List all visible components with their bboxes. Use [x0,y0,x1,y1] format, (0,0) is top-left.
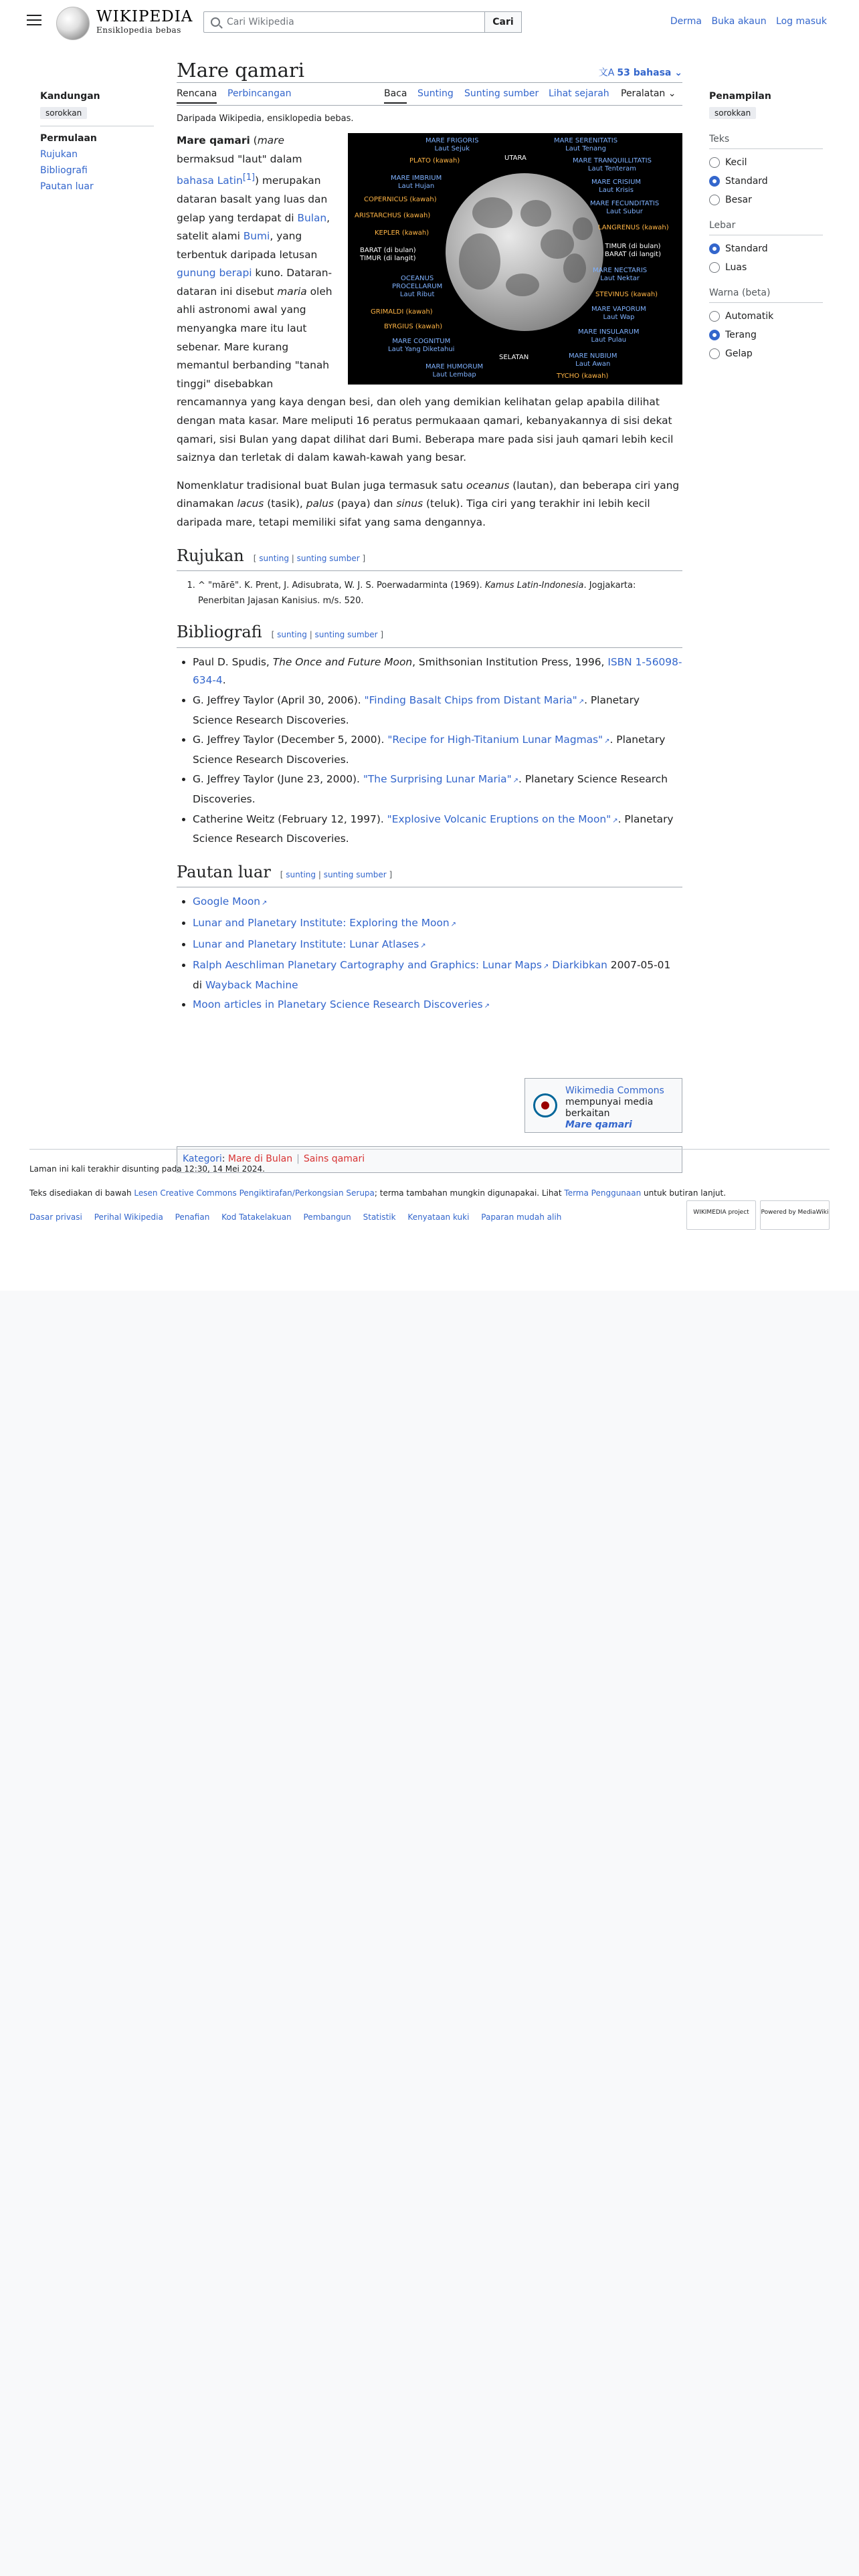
text-run: . Jogjakarta: Penerbitan Jajasan Kanisius. m/s. 520. [198,580,636,607]
heading-text: Bibliografi [177,623,262,642]
color-light[interactable] [709,330,823,340]
text-run: G. Jeffrey Taylor (December 5, 2000). [193,734,388,746]
license-link[interactable]: Lesen Creative Commons Pengiktirafan/Perkongsian Serupa [134,1188,375,1198]
mare-shape [506,274,539,296]
radio-checked-icon [709,330,720,340]
archive-link[interactable]: Diarkibkan [552,959,607,972]
toc-item-rujukan[interactable]: Rujukan [40,149,78,160]
footer-link-disclaimer[interactable]: Penafian [175,1212,210,1222]
external-link[interactable]: "Explosive Volcanic Eruptions on the Moon" ↗ [387,813,618,825]
mare-shape [573,217,593,240]
text-italic: The Once and Future Moon [272,655,413,668]
toc-hide-button[interactable]: sorokkan [40,107,87,119]
label-tycho: TYCHO (kawah) [557,372,609,380]
radio-icon [709,262,720,273]
appearance-heading: Penampilan [709,91,771,102]
tab-lihat-sejarah[interactable]: Lihat sejarah [549,88,609,99]
edit-link[interactable]: sunting [259,553,289,563]
radio-label: Gelap [725,348,753,359]
list-item [193,936,682,956]
text-run: ^ "mārē". K. Prent, J. Adisubrata, W. J. S. Poerwadarminta (1969). [198,580,485,591]
label-grimaldi: GRIMALDI (kawah) [371,308,433,316]
section-edit-links: [ sunting | sunting sumber ] [253,553,366,563]
footer-link-code-of-conduct[interactable]: Kod Tatakelakuan [221,1212,292,1222]
mediawiki-badge[interactable]: Powered by MediaWiki [760,1200,830,1230]
site-subtitle: Daripada Wikipedia, ensiklopedia bebas. [177,114,354,124]
text-run: G. Jeffrey Taylor (April 30, 2006). [193,693,365,706]
term-bold: Mare qamari [177,134,250,146]
label-nubium: MARE NUBIUM Laut Awan [569,352,617,368]
label-copernicus: COPERNICUS (kawah) [364,196,437,203]
mare-shape [563,253,586,283]
toc-item-permulaan[interactable]: Permulaan [40,133,97,144]
label-crisium: MARE CRISIUM Laut Krisis [591,179,642,194]
text-run: . Planetary Science Research Discoveries. [193,773,668,805]
list-item [193,914,682,934]
text-run: ( [250,134,258,146]
text-run: 2007-05-01 di [193,959,671,991]
bibliography-list [177,653,682,849]
label-timur: TIMUR (di bulan) BARAT (di langit) [605,243,661,258]
language-count: 53 bahasa [617,68,672,78]
wikipedia-globe-logo[interactable] [56,7,90,40]
label-aristarchus: ARISTARCHUS (kawah) [355,212,431,219]
external-link[interactable]: Ralph Aeschliman Planetary Cartography and Graphics: Lunar Maps ↗ [193,959,549,971]
label-imbrium: MARE IMBRIUM Laut Hujan [391,175,442,190]
search-input[interactable] [225,12,486,32]
edit-link[interactable]: sunting [277,630,307,640]
footer-link-privacy[interactable]: Dasar privasi [29,1212,82,1222]
table-of-contents [40,91,154,197]
label-byrgius: BYRGIUS (kawah) [384,323,443,330]
mare-shape [459,233,500,290]
list-item [193,691,682,730]
external-link[interactable]: "The Surprising Lunar Maria" ↗ [363,773,518,785]
radio-icon [709,311,720,322]
text-size-small[interactable] [709,157,823,168]
list-item [193,731,682,769]
appearance-hide-button[interactable]: sorokkan [709,107,756,119]
link-bahasa-latin[interactable]: bahasa Latin [177,175,243,187]
tools-menu[interactable] [621,88,676,99]
commons-category-link[interactable]: Mare qamari [565,1119,632,1130]
tab-perbincangan[interactable]: Perbincangan [227,88,292,99]
donate-link[interactable]: Derma [670,16,702,27]
width-wide[interactable] [709,262,823,273]
mare-shape [472,197,512,228]
label-vaporum: MARE VAPORUM Laut Wap [591,306,646,321]
text-run: , satelit alami [177,211,330,243]
search-button[interactable]: Cari [484,11,522,33]
create-account-link[interactable]: Buka akaun [711,16,767,27]
wikipedia-wordmark[interactable]: WIKIPEDIA [96,8,193,25]
radio-checked-icon [709,243,720,254]
text-run: Nomenklatur tradisional buat Bulan juga termasuk satu [177,479,467,492]
wikimedia-badge[interactable]: WIKIMEDIA project [686,1200,756,1230]
radio-label: Luas [725,262,747,273]
list-item [193,653,682,690]
last-edited: Laman ini kali terakhir disunting pada 12:30, 14 Mei 2024. [29,1164,265,1174]
color-heading: Warna (beta) [709,288,823,303]
label-kepler: KEPLER (kawah) [375,229,430,237]
text-run: oleh ahli astronomi awal yang menyangka mare itu laut sebenar. Mare kurang memantul berbanding "tanah tinggi" disebabkan rencamannya yang kaya dengan besi, dan oleh yang demikian kelihatan gelap apabila dilihat dengan mata kasar. Mare meliputi 16 peratus permukaaan qamari, kebanyakannya di sisi dekat qamari, sisi Bulan yang dapat dilihat dari Bumi. Beberapa mare pada sisi jauh qamari lebih kecil saiznya dan terletak di dalam kawah-kawah yang besar. [177,285,674,464]
text-run: . Planetary Science Research Discoveries. [193,693,640,726]
label-plato: PLATO (kawah) [409,157,460,165]
language-button[interactable] [599,66,682,79]
color-automatic[interactable] [709,311,823,322]
list-item [193,770,682,809]
chevron-down-icon: ⌄ [674,68,682,78]
citation-link[interactable]: [1] [242,173,255,183]
text-run: , yang terbentuk daripada letusan [177,230,318,261]
label-serenitatis: MARE SERENITATIS Laut Tenang [554,137,618,152]
text-run: ) merupakan dataran basalt yang luas dan gelap yang terdapat di [177,175,328,224]
commons-text [565,1085,678,1131]
section-edit-links: [ sunting | sunting sumber ] [280,869,393,879]
toc-item-bibliografi[interactable]: Bibliografi [40,165,88,176]
radio-icon [709,157,720,168]
footer-link-mobile[interactable]: Paparan mudah alih [481,1212,562,1222]
section-heading-pautan-luar [177,863,682,888]
footer-link-developers[interactable]: Pembangun [303,1212,351,1222]
label-selatan: SELATAN [499,354,529,361]
text-italic: oceanus [466,479,510,492]
reference-list [177,578,682,609]
footer-link-about[interactable]: Perihal Wikipedia [94,1212,163,1222]
user-links [664,16,827,27]
external-link[interactable]: "Recipe for High-Titanium Lunar Magmas" ↗ [387,734,609,746]
text-run: , Smithsonian Institution Press, 1996, [412,655,608,668]
chevron-down-icon: ⌄ [668,88,676,99]
text-size-heading: Teks [709,134,823,149]
label-nectaris: MARE NECTARIS Laut Nektar [593,267,648,282]
radio-label: Besar [725,195,752,205]
page-tabs [177,83,682,106]
text-run: . [222,674,226,687]
title-row [177,56,682,83]
category-link[interactable]: Sains qamari [303,1154,365,1164]
external-link[interactable]: Lunar and Planetary Institute: Lunar Atlases ↗ [193,938,426,950]
moon-disc [446,173,603,331]
footer [29,1149,830,1222]
article-body [177,132,682,1016]
category-link[interactable]: Mare di Bulan [227,1154,293,1164]
label-insularum: MARE INSULARUM Laut Pulau [578,328,640,344]
text-italic: mare [257,134,284,146]
nomenclature-paragraph [177,477,682,532]
external-link[interactable]: Lunar and Planetary Institute: Exploring the Moon ↗ [193,917,456,929]
text-size-standard[interactable] [709,176,823,187]
header [0,0,859,44]
reference-item [198,578,682,609]
text-run: . Planetary Science Research Discoveries. [193,813,674,845]
categories-link[interactable]: Kategori [183,1154,222,1164]
text-italic: sinus [396,498,423,510]
page-title: Mare qamari [177,59,305,82]
toc-heading: Kandungan [40,91,100,102]
radio-label: Standard [725,243,768,254]
main-menu-icon[interactable] [27,15,41,27]
moon-maria-image[interactable] [348,133,682,385]
label-langrenus: LANGRENUS (kawah) [598,224,669,231]
text-run: mempunyai media berkaitan [565,1097,654,1119]
radio-label: Standard [725,176,768,187]
commons-box [524,1078,682,1133]
heading-text: Pautan luar [177,862,271,881]
translate-icon: 文A [598,68,615,78]
radio-icon [709,348,720,359]
link-bumi[interactable]: Bumi [243,230,270,243]
text-run: (teluk). Tiga ciri yang terakhir ini lebih kecil daripada mare, tetapi memiliki sifat yang sama dengannya. [177,498,650,528]
wikipedia-tagline: Ensiklopedia bebas [96,25,181,35]
radio-label: Kecil [725,157,747,168]
search-icon [211,17,220,27]
edit-link[interactable]: sunting [286,869,316,879]
text-run: bermaksud "laut" dalam [177,152,302,165]
text-run: G. Jeffrey Taylor (June 23, 2000). [193,773,363,786]
link-bulan[interactable]: Bulan [297,211,327,224]
list-item [193,996,682,1016]
label-cognitum: MARE COGNITUM Laut Yang Diketahui [388,338,455,353]
radio-label: Automatik [725,311,774,322]
list-item [193,956,682,994]
commons-link[interactable]: Wikimedia Commons [565,1085,664,1096]
section-heading-rujukan [177,547,682,572]
tab-sunting-sumber[interactable]: Sunting sumber [464,88,539,99]
text-italic: palus [306,498,334,510]
heading-text: Rujukan [177,546,244,565]
external-link[interactable]: Moon articles in Planetary Science Research Discoveries ↗ [193,998,490,1010]
text-italic: lacus [237,498,264,510]
tab-sunting[interactable]: Sunting [417,88,454,99]
isbn-link[interactable]: ISBN 1-56098-634-4 [193,655,682,687]
license-text [29,1188,830,1198]
wayback-link[interactable]: Wayback Machine [205,978,298,991]
text-run: . Planetary Science Research Discoveries. [193,734,666,766]
label-humorum: MARE HUMORUM Laut Lembap [425,363,484,379]
toc-item-pautan-luar[interactable]: Pautan luar [40,181,94,192]
login-link[interactable]: Log masuk [776,16,827,27]
label-barat: BARAT (di bulan) TIMUR (di langit) [360,247,416,262]
radio-icon [709,195,720,205]
text-run: Paul D. Spudis, [193,655,273,668]
radio-label: Terang [725,330,757,340]
category-box: Kategori: Mare di Bulan | Sains qamari [177,1146,682,1173]
external-link[interactable]: "Finding Basalt Chips from Distant Maria" ↗ [364,694,584,706]
terms-link[interactable]: Terma Penggunaan [564,1188,642,1198]
text-size-large[interactable] [709,195,823,205]
edit-source-link[interactable]: sunting sumber [314,630,378,640]
wikimedia-commons-icon [533,1093,557,1117]
text-run: untuk butiran lanjut. [641,1188,727,1198]
search-box [203,11,522,33]
text-italic: Kamus Latin-Indonesia [484,580,584,591]
edit-source-link[interactable]: sunting sumber [296,553,360,563]
footer-link-cookies[interactable]: Kenyataan kuki [407,1212,470,1222]
label-fecunditatis: MARE FECUNDITATIS Laut Subur [590,200,660,215]
text-italic: maria [277,285,307,298]
footer-link-statistics[interactable]: Statistik [363,1212,396,1222]
label-frigoris: MARE FRIGORIS Laut Sejuk [425,137,479,152]
color-dark[interactable] [709,348,823,359]
list-item [193,811,682,849]
edit-source-link[interactable]: sunting sumber [323,869,387,879]
width-standard[interactable] [709,243,823,254]
text-run: Catherine Weitz (February 12, 1997). [193,813,387,825]
text-run: (paya) dan [333,498,397,510]
appearance-panel [709,91,823,367]
radio-checked-icon [709,176,720,187]
mare-shape [520,200,551,227]
link-gunung-berapi[interactable]: gunung berapi [177,267,252,280]
label-oceanus: OCEANUS PROCELLARUM Laut Ribut [392,275,443,298]
list-item [193,893,682,913]
external-links-list [177,893,682,1016]
text-run: kuno. Dataran-dataran ini disebut [177,267,332,298]
text-run: (tasik), [264,498,306,510]
section-edit-links: [ sunting | sunting sumber ] [271,630,384,640]
section-heading-bibliografi [177,623,682,648]
external-link[interactable]: Google Moon ↗ [193,895,267,907]
label-utara: UTARA [504,154,527,162]
width-heading: Lebar [709,220,823,235]
text-run: ; terma tambahan mungkin digunapakai. Lihat [374,1188,565,1198]
tools-label: Peralatan [621,88,666,99]
text-run: (lautan), dan beberapa ciri yang dinamakan [177,479,680,510]
label-stevinus: STEVINUS (kawah) [595,291,658,298]
label-tranquillitatis: MARE TRANQUILLITATIS Laut Tenteram [573,157,652,173]
main-content [177,56,682,1164]
tab-rencana[interactable]: Rencana [177,88,217,104]
text-run: Teks disediakan di bawah [29,1188,134,1198]
tab-baca[interactable]: Baca [384,88,407,104]
